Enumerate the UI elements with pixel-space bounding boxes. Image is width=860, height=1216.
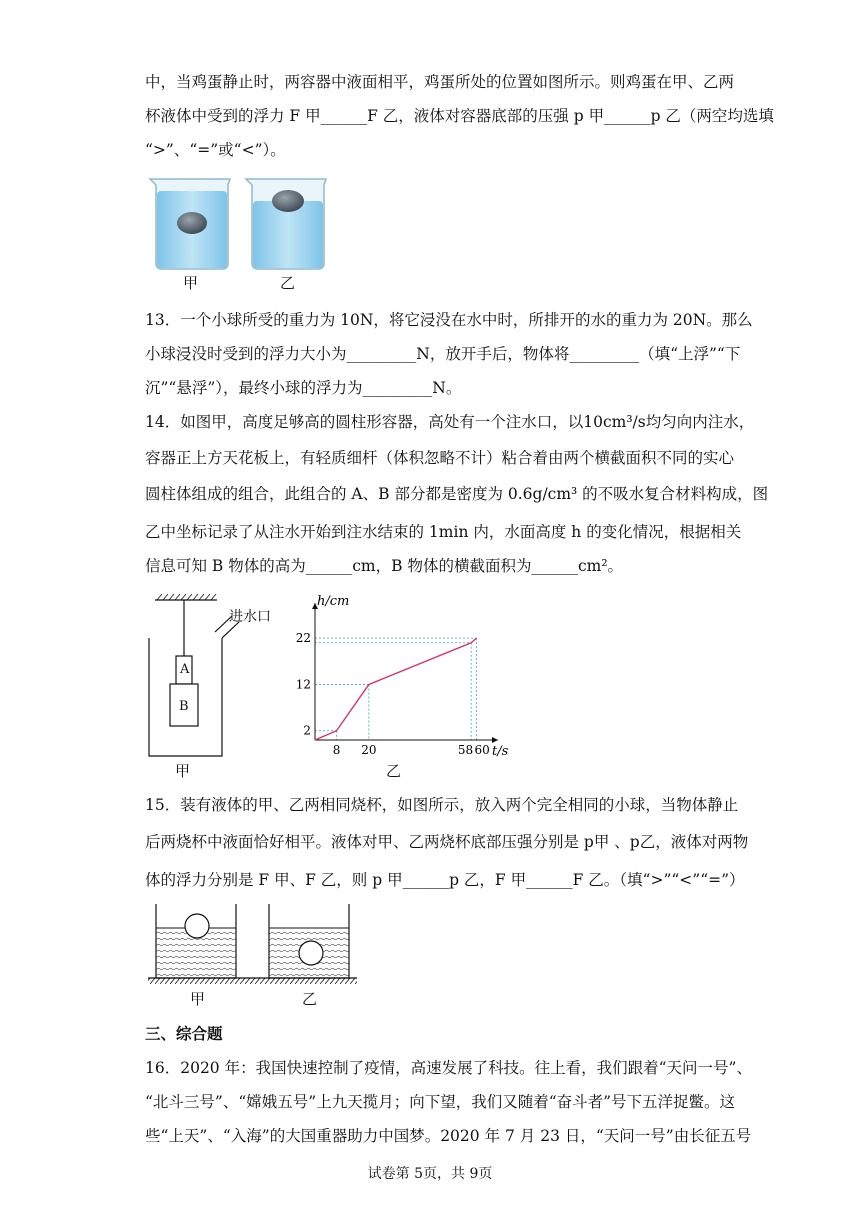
beakers-egg-figure (148, 175, 278, 275)
q16-line-3: 些“上天”、“入海”的大国重器助力中国梦。2020 年 7 月 23 日，“天问一号”由长征五号 (145, 1127, 752, 1145)
y-tick-label: 22 (295, 631, 311, 646)
page-footer: 试卷第 5页，共 9页 (367, 1166, 493, 1182)
q14-line-2: 容器正上方天花板上，有轻质细杆（体积忽略不计）粘合着由两个横截面积不同的实心 (145, 449, 735, 467)
q12-line-3: “>”、“=”或“<”）。 (145, 141, 286, 159)
q13-line-3: 沉”“悬浮”），最终小球的浮力为_________N。 (145, 379, 462, 397)
q12-label-yi: 乙 (280, 274, 296, 292)
block-a-label: A (180, 662, 190, 677)
beaker-yi (246, 179, 326, 269)
ball-jia (185, 914, 209, 938)
q13-line-1: 13．一个小球所受的重力为 10N，将它浸没在水中时，所排开的水的重力为 20N。那么 (145, 311, 753, 329)
x-tick-label: 8 (332, 743, 341, 757)
q16-line-1: 16．2020 年：我国快速控制了疫情，高速发展了科技。往上看，我们跟着“天问一号”、 (145, 1059, 752, 1077)
x-axis-arrow (492, 737, 498, 743)
x-tick-label: 60 (474, 743, 490, 757)
q15-label-yi: 乙 (302, 990, 318, 1008)
q15-line-2: 后两烧杯中液面恰好相平。液体对甲、乙两烧杯底部压强分别是 p甲 、p乙，液体对两物 (145, 833, 749, 851)
q15-label-jia: 甲 (190, 990, 206, 1008)
block-b-label: B (179, 699, 189, 714)
q12-label-jia: 甲 (183, 274, 199, 292)
q14-line-5: 信息可知 B 物体的高为______cm，B 物体的横截面积为______cm²。 (145, 557, 624, 575)
inlet-label: 进水口 (229, 609, 271, 625)
q13-line-2: 小球浸没时受到的浮力大小为_________N，放开手后，物体将_________（填“上浮”“下 (145, 345, 741, 363)
q14-line-4: 乙中坐标记录了从注水开始到注水结束的 1min 内，水面高度 h 的变化情况，根据相关 (145, 523, 742, 541)
q15-line-1: 15．装有液体的甲、乙两相同烧杯，如图所示，放入两个完全相同的小球，当物体静止 (145, 796, 739, 814)
x-tick-label: 20 (361, 743, 377, 757)
ball-yi (299, 941, 323, 965)
q12-line-2: 杯液体中受到的浮力 F 甲______F 乙，液体对容器底部的压强 p 甲______p 乙（两空均选填 (145, 107, 774, 125)
q12-line-1: 中，当鸡蛋静止时，两容器中液面相平，鸡蛋所处的位置如图所示。则鸡蛋在甲、乙两 (145, 73, 735, 91)
q14-line-3: 圆柱体组成的组合，此组合的 A、B 部分都是密度为 0.6g/cm³ 的不吸水复合材料构成，图 (145, 485, 769, 503)
beaker-jia (150, 179, 230, 269)
egg-yi (272, 190, 304, 212)
x-tick-label: 58 (457, 743, 474, 757)
fig-jia-caption: 甲 (175, 762, 191, 780)
egg-jia (177, 212, 207, 234)
beakers-ball-figure (145, 900, 360, 995)
section-title: 三、综合题 (145, 1024, 223, 1043)
q14-line-1: 14．如图甲，高度足够高的圆柱形容器，高处有一个注水口，以10cm³/s均匀向内注水， (145, 413, 755, 431)
y-axis-label: h/cm (317, 594, 350, 609)
h-t-chart (295, 594, 515, 765)
data-line (315, 638, 477, 740)
q15-line-3: 体的浮力分别是 F 甲、F 乙，则 p 甲______p 乙，F 甲______F 乙。（填“>”“<”“=”） (145, 871, 745, 889)
q16-line-2: “北斗三号”、“嫦娥五号”上九天揽月；向下望，我们又随着“奋斗者”号下五洋捉鳖。这 (145, 1093, 736, 1111)
y-tick-label: 12 (295, 677, 311, 692)
y-tick-label: 2 (303, 723, 311, 738)
x-axis-label: t/s (492, 744, 509, 759)
fig-yi-caption: 乙 (386, 762, 402, 780)
